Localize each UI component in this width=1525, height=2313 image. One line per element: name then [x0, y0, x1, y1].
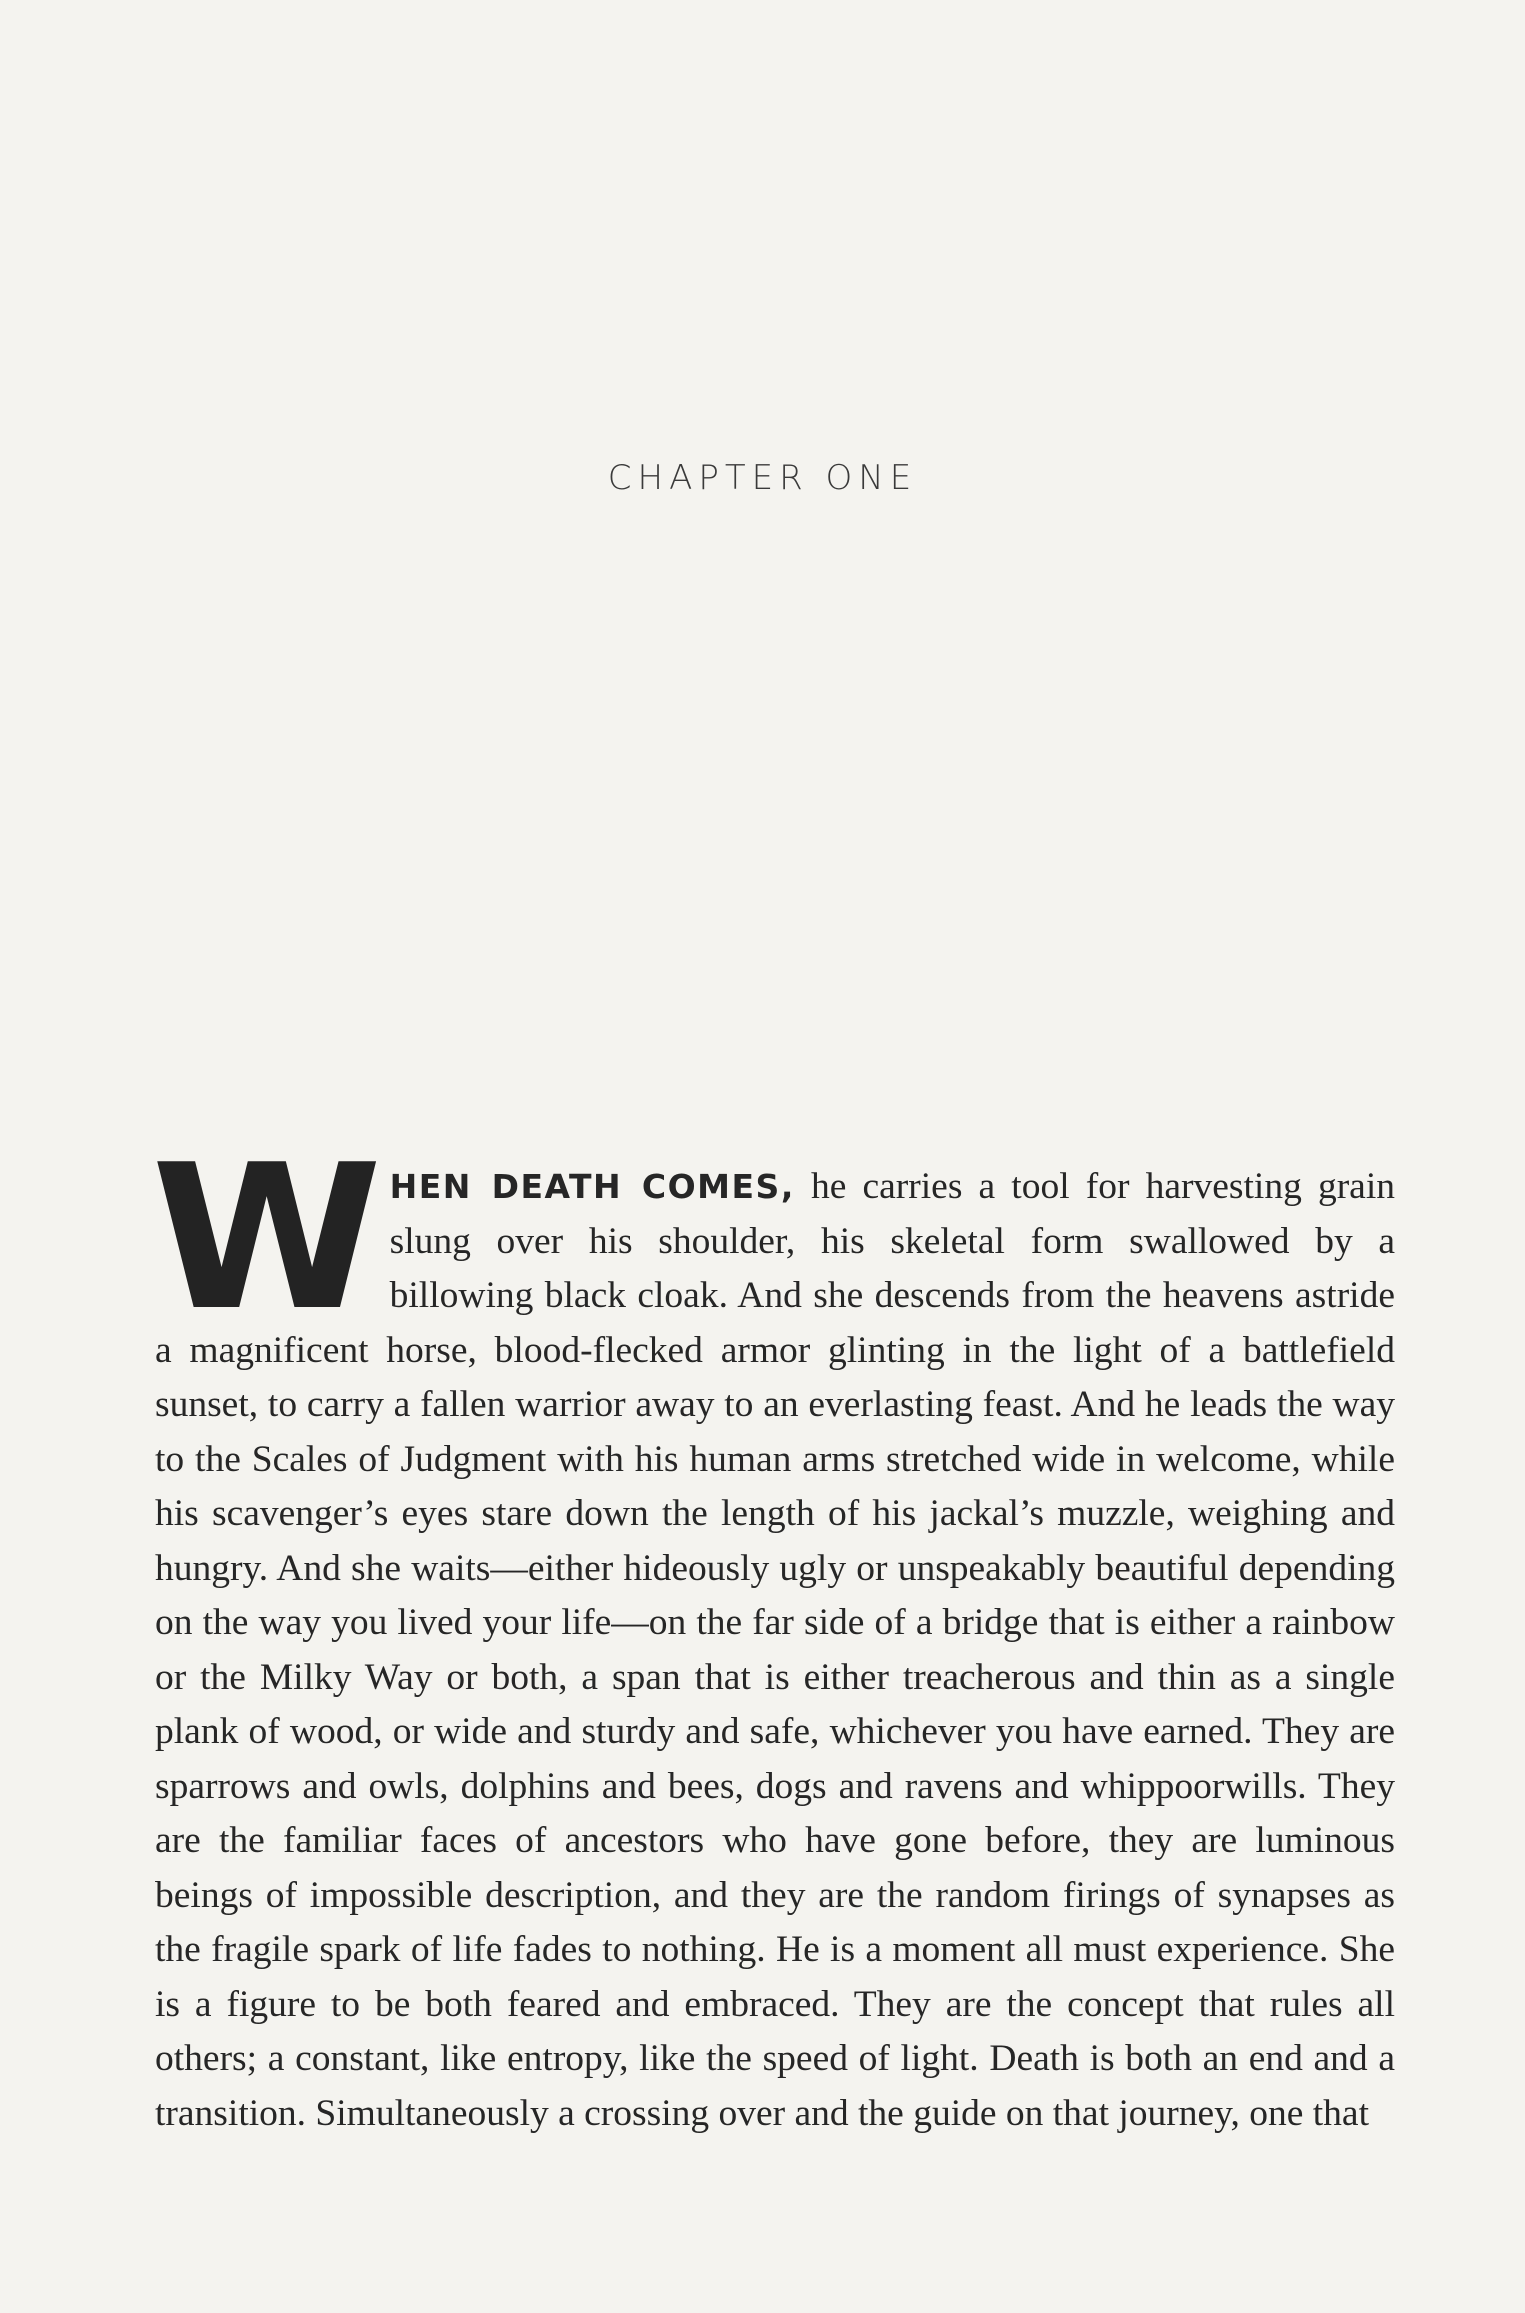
- opening-paragraph: [151, 1122, 1395, 2141]
- lead-in-small-caps: HEN DEATH COMES,: [389, 1167, 795, 1206]
- drop-cap: W: [151, 1122, 383, 1355]
- paragraph-text: he carries a tool for harvesting grain slung over his shoulder, his skeletal form swallowed by a billowing black cloak. And she descends from the heavens astride a magnificent horse, blood-flecked armor glinting in the light of a battlefield sunset, to carry a fallen warrior away to an everlasting feast. And he leads the way to the Scales of Judgment with his human arms stretched wide in welcome, while his scavenger’s eyes stare down the length of his jackal’s muzzle, weighing and hungry. And she waits—either hideously ugly or unspeakably beautiful depending on the way you lived your life—on the far side of a bridge that is either a rainbow or the Milky Way or both, a span that is either treacherous and thin as a single plank of wood, or wide and sturdy and safe, whichever you have earned. They are sparrows and owls, dolphins and bees, dogs and ravens and whippoorwills. They are the familiar faces of ancestors who have gone before, they are luminous beings of impossible description, and they are the random firings of synapses as the fragile spark of life fades to nothing. He is a moment all must experience. She is a figure to be both feared and embraced. They are the concept that rules all others; a constant, like entropy, like the speed of light. Death is both an end and a transition. Simultaneously a crossing over and the guide on that journey, one that: [155, 1166, 1395, 2134]
- chapter-title: CHAPTER ONE: [607, 458, 918, 498]
